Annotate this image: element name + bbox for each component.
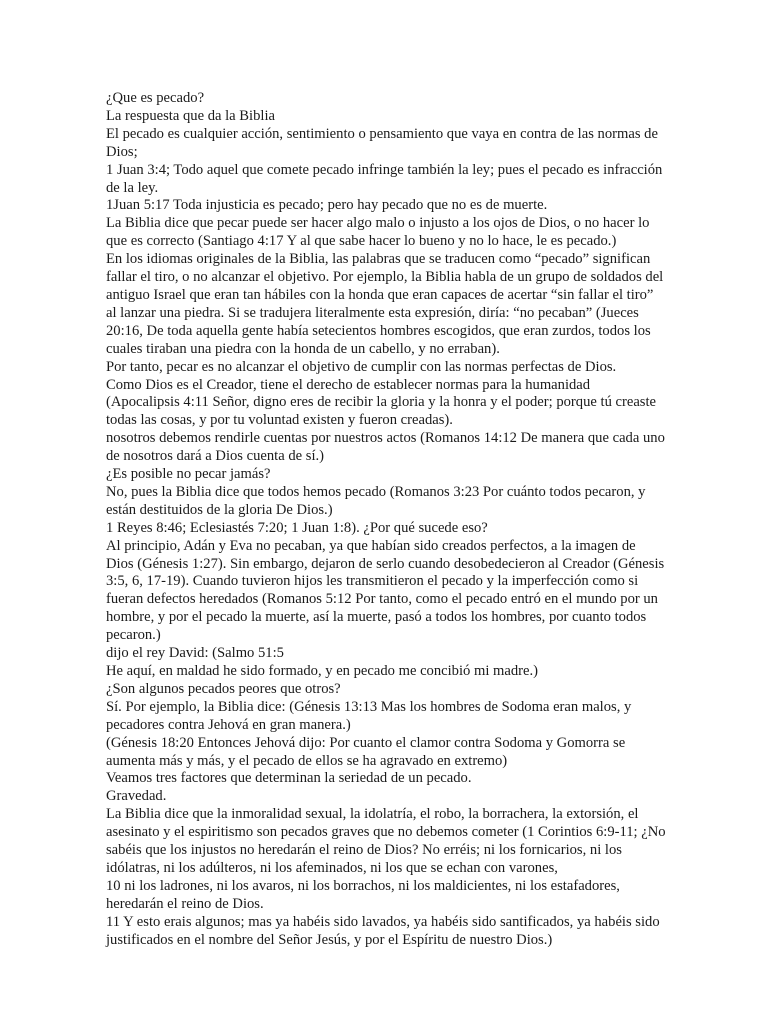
text-line: fueran defectos heredados (Romanos 5:12 Por tanto, como el pecado entró en el mundo por un xyxy=(106,591,658,608)
text-line: La Biblia dice que pecar puede ser hacer algo malo o injusto a los ojos de Dios, o no hacer lo xyxy=(106,215,650,232)
text-line: de la ley. xyxy=(106,179,159,196)
text-line: idólatras, ni los adúlteros, ni los afeminados, ni los que se echan con varones, xyxy=(106,859,558,876)
text-line: Al principio, Adán y Eva no pecaban, ya que habían sido creados perfectos, a la imagen de xyxy=(106,537,636,554)
text-line: (Apocalipsis 4:11 Señor, digno eres de recibir la gloria y la honra y el poder; porque tú creaste xyxy=(106,394,657,411)
text-line: Dios; xyxy=(106,143,138,160)
text-line: hombre, y por el pecado la muerte, así la muerte, pasó a todos los hombres, por cuanto todos xyxy=(106,609,647,626)
text-line: En los idiomas originales de la Biblia, las palabras que se traducen como “pecado” significan xyxy=(106,251,651,268)
text-line: Sí. Por ejemplo, la Biblia dice: (Génesis 13:13 Mas los hombres de Sodoma eran malos, y xyxy=(106,698,632,715)
text-line: Como Dios es el Creador, tiene el derecho de establecer normas para la humanidad xyxy=(106,376,591,393)
text-line: 3:5, 6, 17-19). Cuando tuvieron hijos les transmitieron el pecado y la imperfección como si xyxy=(106,573,639,590)
text-line: pecadores contra Jehová en gran manera.) xyxy=(106,716,351,733)
text-line: ¿Es posible no pecar jamás? xyxy=(106,466,271,483)
text-line: El pecado es cualquier acción, sentimiento o pensamiento que vaya en contra de las normas de xyxy=(106,125,658,142)
text-line: ¿Que es pecado? xyxy=(106,90,205,106)
text-line: al lanzar una piedra. Si se tradujera literalmente esta expresión, diría: “no pecaban” (Jueces xyxy=(106,304,639,321)
text-line: 1 Juan 3:4; Todo aquel que comete pecado infringe también la ley; pues el pecado es infracción xyxy=(106,161,663,178)
text-line: cuales tiraban una piedra con la honda de un cabello, y no erraban). xyxy=(106,340,500,357)
text-line: La Biblia dice que la inmoralidad sexual, la idolatría, el robo, la borrachera, la extorsión, el xyxy=(106,806,639,823)
text-line: sabéis que los injustos no heredarán el reino de Dios? No erréis; ni los fornicarios, ni los xyxy=(106,842,622,859)
text-line: aumenta más y más, y el pecado de ellos se ha agravado en extremo) xyxy=(106,752,508,769)
text-line: 1Juan 5:17 Toda injusticia es pecado; pero hay pecado que no es de muerte. xyxy=(106,197,548,214)
text-line: nosotros debemos rendirle cuentas por nuestros actos (Romanos 14:12 De manera que cada uno xyxy=(106,430,665,447)
text-line: No, pues la Biblia dice que todos hemos pecado (Romanos 3:23 Por cuánto todos pecaron, y xyxy=(106,483,646,500)
text-line: asesinato y el espiritismo son pecados graves que no debemos cometer (1 Corintios 6:9-11; ¿No xyxy=(106,824,666,841)
text-line: fallar el tiro, o no alcanzar el objetivo. Por ejemplo, la Biblia habla de un grupo de soldados del xyxy=(106,269,664,286)
text-line: de nosotros dará a Dios cuenta de sí.) xyxy=(106,448,325,465)
document-body xyxy=(106,90,666,950)
text-line: pecaron.) xyxy=(106,627,161,644)
text-line: están destituidos de la gloria De Dios.) xyxy=(106,501,333,518)
text-line: Por tanto, pecar es no alcanzar el objetivo de cumplir con las normas perfectas de Dios. xyxy=(106,358,617,375)
text-line: La respuesta que da la Biblia xyxy=(106,107,275,124)
text-line: Veamos tres factores que determinan la seriedad de un pecado. xyxy=(106,770,472,787)
text-line: antiguo Israel que eran tan hábiles con la honda que eran capaces de acertar “sin fallar el tiro” xyxy=(106,286,654,303)
text-line: Dios (Génesis 1:27). Sin embargo, dejaron de serlo cuando desobedecieron al Creador (Génesis xyxy=(106,555,665,572)
text-line: 1 Reyes 8:46; Eclesiastés 7:20; 1 Juan 1:8). ¿Por qué sucede eso? xyxy=(106,519,488,536)
text-line: 20:16, De toda aquella gente había setecientos hombres escogidos, que eran zurdos, todos los xyxy=(106,322,651,339)
text-line: todas las cosas, y por tu voluntad existen y fueron creadas). xyxy=(106,412,453,429)
text-line: heredarán el reino de Dios. xyxy=(106,895,264,912)
text-line: He aquí, en maldad he sido formado, y en pecado me concibió mi madre.) xyxy=(106,663,538,679)
text-line: 10 ni los ladrones, ni los avaros, ni los borrachos, ni los maldicientes, ni los estafadores, xyxy=(106,877,620,894)
text-line: Gravedad. xyxy=(106,788,167,805)
text-line: justificados en el nombre del Señor Jesús, y por el Espíritu de nuestro Dios.) xyxy=(106,931,553,948)
text-line: que es correcto (Santiago 4:17 Y al que sabe hacer lo bueno y no lo hace, le es pecado.) xyxy=(106,233,617,250)
text-line: dijo el rey David: (Salmo 51:5 xyxy=(106,645,284,662)
text-line: (Génesis 18:20 Entonces Jehová dijo: Por cuanto el clamor contra Sodoma y Gomorra se xyxy=(106,734,626,751)
text-line: 11 Y esto erais algunos; mas ya habéis sido lavados, ya habéis sido santificados, ya habéis sido xyxy=(106,913,660,930)
text-line: ¿Son algunos pecados peores que otros? xyxy=(106,680,341,697)
